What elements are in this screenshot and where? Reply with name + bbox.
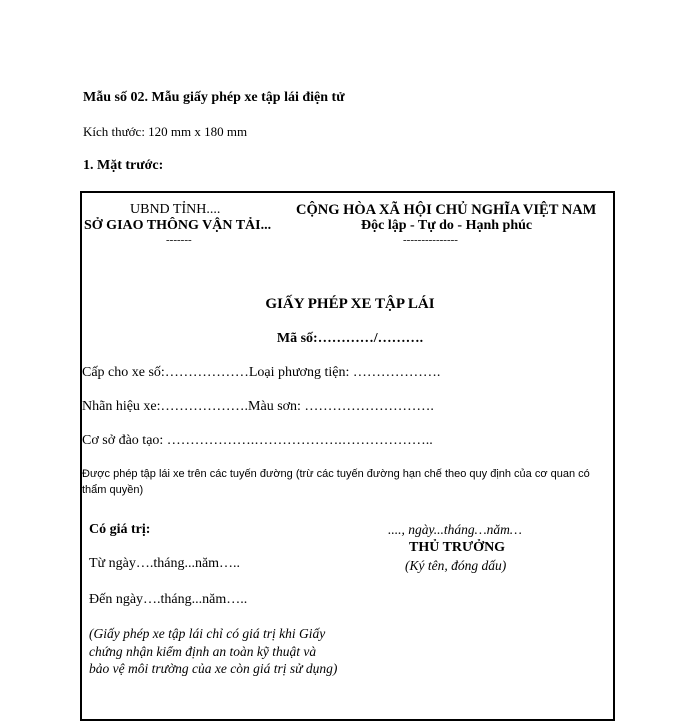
right-header-divider: --------------- bbox=[403, 234, 458, 246]
validity-label: Có giá trị: bbox=[89, 522, 151, 537]
document-title: Mẫu số 02. Mẫu giấy phép xe tập lái điện tử bbox=[83, 90, 345, 105]
valid-from-date: Từ ngày….tháng...năm….. bbox=[89, 556, 241, 571]
license-title: GIẤY PHÉP XE TẬP LÁI bbox=[265, 296, 435, 312]
signature-date: ...., ngày...tháng…năm… bbox=[388, 522, 522, 537]
document-size: Kích thước: 120 mm x 180 mm bbox=[83, 124, 248, 139]
valid-to-date: Đến ngày….tháng...năm….. bbox=[89, 592, 248, 607]
training-school-field: Cơ sở đào tạo: ……………….……………….……………….. bbox=[82, 433, 433, 448]
validity-note: (Giấy phép xe tập lái chỉ có giá trị khi Giấy chứng nhận kiểm định an toàn kỹ thuật và bảo vệ môi trường của xe còn giá trị sử dụng) bbox=[89, 626, 338, 676]
signature-note: (Ký tên, đóng dấu) bbox=[405, 558, 507, 573]
license-code: Mã số:…………/………. bbox=[276, 331, 424, 346]
section-heading: 1. Mặt trước: bbox=[83, 158, 164, 173]
left-header-divider: ------- bbox=[166, 234, 192, 246]
vehicle-number-field: Cấp cho xe số:………………Loại phương tiện: ………………. bbox=[82, 365, 441, 380]
national-motto: Độc lập - Tự do - Hạnh phúc bbox=[361, 218, 533, 233]
country-name: CỘNG HÒA XÃ HỘI CHỦ NGHĨA VIỆT NAM bbox=[296, 202, 597, 218]
vehicle-brand-field: Nhãn hiệu xe:……………….Màu sơn: ………………………. bbox=[82, 399, 434, 414]
permission-text: Được phép tập lái xe trên các tuyến đường (trừ các tuyến đường hạn chế theo quy định của cơ quan có thẩm quyền) bbox=[82, 468, 590, 496]
department-label: SỞ GIAO THÔNG VẬN TẢI... bbox=[84, 218, 272, 233]
signer-title: THỦ TRƯỞNG bbox=[409, 540, 506, 555]
province-label: UBND TỈNH.... bbox=[130, 202, 221, 217]
